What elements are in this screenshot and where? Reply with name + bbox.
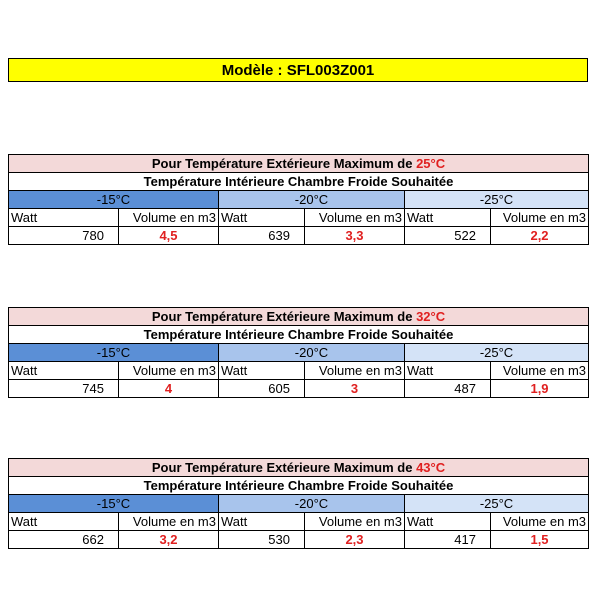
col-volume-label: Volume en m3 bbox=[305, 209, 405, 227]
col-watt-label: Watt bbox=[219, 209, 305, 227]
col-watt-label: Watt bbox=[219, 362, 305, 380]
title-temperature: 32°C bbox=[416, 308, 446, 324]
performance-table-25 bbox=[8, 154, 589, 245]
temperature-header-row bbox=[9, 344, 589, 362]
temperature-header-row bbox=[9, 495, 589, 513]
volume-value: 4,5 bbox=[119, 227, 219, 245]
volume-value: 1,9 bbox=[491, 380, 589, 398]
col-watt-label: Watt bbox=[9, 209, 119, 227]
col-volume-label: Volume en m3 bbox=[491, 209, 589, 227]
watt-value: 745 bbox=[9, 380, 119, 398]
column-label-row bbox=[9, 513, 589, 531]
table-subtitle-row bbox=[9, 173, 589, 191]
title-prefix: Pour Température Extérieure Maximum de bbox=[151, 155, 417, 171]
model-label: Modèle : SFL003Z001 bbox=[221, 61, 375, 79]
temp-header-20: -20°C bbox=[219, 344, 405, 362]
title-prefix: Pour Température Extérieure Maximum de bbox=[151, 308, 417, 324]
model-banner bbox=[8, 58, 588, 82]
table-title bbox=[9, 459, 589, 477]
watt-value: 780 bbox=[9, 227, 119, 245]
col-watt-label: Watt bbox=[405, 513, 491, 531]
column-label-row bbox=[9, 362, 589, 380]
col-volume-label: Volume en m3 bbox=[119, 362, 219, 380]
performance-table-32 bbox=[8, 307, 589, 398]
table-title-row bbox=[9, 308, 589, 326]
watt-value: 530 bbox=[219, 531, 305, 549]
table-row bbox=[9, 380, 589, 398]
temperature-header-row bbox=[9, 191, 589, 209]
temp-header-20: -20°C bbox=[219, 191, 405, 209]
col-watt-label: Watt bbox=[219, 513, 305, 531]
table-subtitle-row bbox=[9, 477, 589, 495]
table-subtitle-row bbox=[9, 326, 589, 344]
table-row bbox=[9, 227, 589, 245]
col-volume-label: Volume en m3 bbox=[491, 362, 589, 380]
watt-value: 417 bbox=[405, 531, 491, 549]
col-watt-label: Watt bbox=[405, 209, 491, 227]
col-watt-label: Watt bbox=[9, 513, 119, 531]
col-watt-label: Watt bbox=[405, 362, 491, 380]
watt-value: 522 bbox=[405, 227, 491, 245]
table-title-row bbox=[9, 459, 589, 477]
table-title-row bbox=[9, 155, 589, 173]
volume-value: 3 bbox=[305, 380, 405, 398]
col-watt-label: Watt bbox=[9, 362, 119, 380]
table-subtitle: Température Intérieure Chambre Froide Souhaitée bbox=[9, 173, 589, 191]
watt-value: 487 bbox=[405, 380, 491, 398]
table-row bbox=[9, 531, 589, 549]
col-volume-label: Volume en m3 bbox=[119, 209, 219, 227]
col-volume-label: Volume en m3 bbox=[491, 513, 589, 531]
temp-header-15: -15°C bbox=[9, 344, 219, 362]
table-subtitle: Température Intérieure Chambre Froide Souhaitée bbox=[9, 326, 589, 344]
temp-header-25: -25°C bbox=[405, 495, 589, 513]
table-subtitle: Température Intérieure Chambre Froide Souhaitée bbox=[9, 477, 589, 495]
watt-value: 639 bbox=[219, 227, 305, 245]
temp-header-25: -25°C bbox=[405, 344, 589, 362]
volume-value: 3,3 bbox=[305, 227, 405, 245]
col-volume-label: Volume en m3 bbox=[119, 513, 219, 531]
column-label-row bbox=[9, 209, 589, 227]
volume-value: 2,3 bbox=[305, 531, 405, 549]
col-volume-label: Volume en m3 bbox=[305, 362, 405, 380]
volume-value: 2,2 bbox=[491, 227, 589, 245]
temp-header-15: -15°C bbox=[9, 191, 219, 209]
volume-value: 4 bbox=[119, 380, 219, 398]
watt-value: 605 bbox=[219, 380, 305, 398]
temp-header-15: -15°C bbox=[9, 495, 219, 513]
table-title bbox=[9, 308, 589, 326]
temp-header-20: -20°C bbox=[219, 495, 405, 513]
title-temperature: 43°C bbox=[416, 459, 446, 475]
watt-value: 662 bbox=[9, 531, 119, 549]
temp-header-25: -25°C bbox=[405, 191, 589, 209]
col-volume-label: Volume en m3 bbox=[305, 513, 405, 531]
title-prefix: Pour Température Extérieure Maximum de bbox=[151, 459, 417, 475]
volume-value: 3,2 bbox=[119, 531, 219, 549]
volume-value: 1,5 bbox=[491, 531, 589, 549]
performance-table-43 bbox=[8, 458, 589, 549]
table-title bbox=[9, 155, 589, 173]
title-temperature: 25°C bbox=[416, 155, 446, 171]
